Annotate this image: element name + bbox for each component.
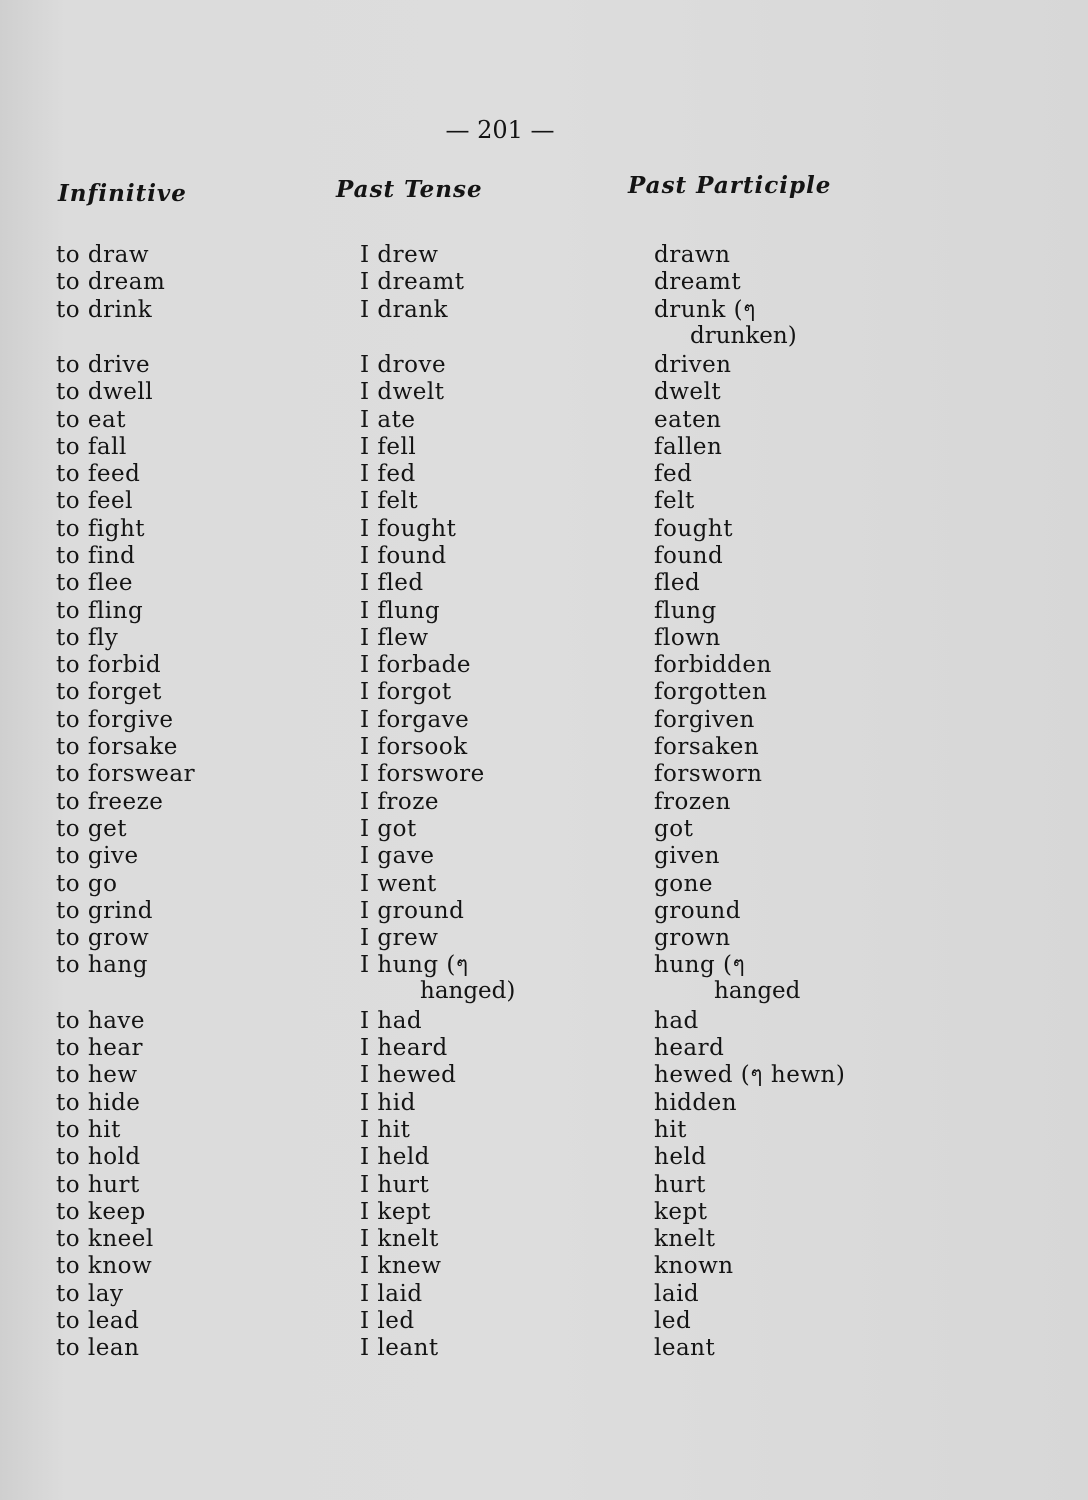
infinitive-cell: to hang: [56, 952, 148, 978]
table-row: [0, 707, 1088, 737]
table-row: [0, 816, 1088, 846]
past-tense-cell: I dreamt: [360, 269, 465, 295]
past-tense-cell: I drank: [360, 297, 449, 323]
infinitive-cell: to hear: [56, 1035, 144, 1061]
past-tense-cell: I leant: [360, 1335, 439, 1361]
past-participle-cell: fled: [654, 570, 701, 596]
past-participle-cell: kept: [654, 1199, 708, 1225]
infinitive-cell: to drive: [56, 352, 151, 378]
past-participle-cell: forbidden: [654, 652, 772, 678]
table-row: [0, 570, 1088, 600]
past-participle-cell: laid: [654, 1281, 700, 1307]
past-participle-cell: given: [654, 843, 720, 869]
table-row: [0, 488, 1088, 518]
past-tense-cell: I hung (ๆ: [360, 952, 469, 978]
past-participle-cell: hung (ๆ: [654, 952, 746, 978]
past-tense-cell: I held: [360, 1144, 430, 1170]
infinitive-cell: to know: [56, 1253, 153, 1279]
past-tense-cell: I forgot: [360, 679, 452, 705]
past-participle-cell: hurt: [654, 1172, 706, 1198]
past-participle-cell: known: [654, 1253, 734, 1279]
table-row: [0, 242, 1088, 272]
infinitive-cell: to give: [56, 843, 139, 869]
table-row: [0, 1144, 1088, 1174]
infinitive-cell: to kneel: [56, 1226, 154, 1252]
infinitive-cell: to fall: [56, 434, 127, 460]
infinitive-cell: to forgive: [56, 707, 174, 733]
infinitive-cell: to dwell: [56, 379, 154, 405]
table-row: [0, 1090, 1088, 1120]
table-row: [0, 952, 1088, 1004]
table-row: [0, 679, 1088, 709]
table-row: [0, 1335, 1088, 1365]
past-tense-cell: I knew: [360, 1253, 442, 1279]
infinitive-cell: to hold: [56, 1144, 141, 1170]
past-participle-cell: held: [654, 1144, 707, 1170]
past-tense-cell: I felt: [360, 488, 419, 514]
past-participle-cell: fed: [654, 461, 693, 487]
past-participle-cell: leant: [654, 1335, 716, 1361]
infinitive-cell: to hurt: [56, 1172, 140, 1198]
table-row: [0, 1008, 1088, 1038]
past-tense-cell: I grew: [360, 925, 439, 951]
past-tense-cell: I led: [360, 1308, 415, 1334]
past-tense-cell: I forswore: [360, 761, 485, 787]
infinitive-cell: to dream: [56, 269, 166, 295]
past-participle-cell: gone: [654, 871, 713, 897]
past-tense-cell: I hurt: [360, 1172, 430, 1198]
header-infinitive: Infinitive: [58, 180, 187, 207]
past-participle-cell: hit: [654, 1117, 687, 1143]
table-row: [0, 843, 1088, 873]
past-participle-cell: flung: [654, 598, 717, 624]
infinitive-cell: to fight: [56, 516, 146, 542]
past-participle-cell: hewed (ๆ hewn): [654, 1062, 846, 1088]
past-tense-cell: I forsook: [360, 734, 468, 760]
table-row: [0, 598, 1088, 628]
infinitive-cell: to lay: [56, 1281, 124, 1307]
table-row: [0, 297, 1088, 349]
past-participle-cell: hidden: [654, 1090, 738, 1116]
table-row: [0, 352, 1088, 382]
infinitive-cell: to fling: [56, 598, 144, 624]
past-participle-cell: drunk (ๆ: [654, 297, 756, 323]
infinitive-cell: to feed: [56, 461, 141, 487]
past-tense-cell: I ate: [360, 407, 416, 433]
infinitive-cell: to forget: [56, 679, 162, 705]
past-participle-cell: found: [654, 543, 724, 569]
infinitive-cell: to lead: [56, 1308, 140, 1334]
infinitive-cell: to hit: [56, 1117, 121, 1143]
infinitive-cell: to hide: [56, 1090, 141, 1116]
infinitive-cell: to get: [56, 816, 127, 842]
past-tense-cell: I froze: [360, 789, 439, 815]
past-tense-cell: I fought: [360, 516, 457, 542]
infinitive-cell: to eat: [56, 407, 126, 433]
past-participle-cell: flown: [654, 625, 721, 651]
past-tense-cell: I went: [360, 871, 437, 897]
table-row: [0, 1035, 1088, 1065]
past-tense-cell: I ground: [360, 898, 465, 924]
header-past-tense: Past Tense: [336, 176, 483, 203]
past-participle-cell: frozen: [654, 789, 731, 815]
past-participle-cell: dreamt: [654, 269, 742, 295]
past-tense-cell: I dwelt: [360, 379, 445, 405]
past-tense-cell: I drew: [360, 242, 439, 268]
infinitive-cell: to forswear: [56, 761, 196, 787]
past-tense-cell: I laid: [360, 1281, 423, 1307]
table-row: [0, 434, 1088, 464]
infinitive-cell: to keep: [56, 1199, 146, 1225]
table-row: [0, 1226, 1088, 1256]
past-tense-cell: I hewed: [360, 1062, 457, 1088]
table-row: [0, 898, 1088, 928]
table-row: [0, 269, 1088, 299]
infinitive-cell: to find: [56, 543, 136, 569]
page-number: — 201 —: [445, 116, 555, 144]
past-tense-cell: I gave: [360, 843, 435, 869]
infinitive-cell: to draw: [56, 242, 150, 268]
table-row: [0, 461, 1088, 491]
table-row: [0, 734, 1088, 764]
infinitive-cell: to grow: [56, 925, 150, 951]
past-tense-cell: I forbade: [360, 652, 472, 678]
table-row: [0, 1062, 1088, 1092]
past-tense-cell: I got: [360, 816, 417, 842]
table-row: [0, 1117, 1088, 1147]
infinitive-cell: to flee: [56, 570, 133, 596]
table-row: [0, 407, 1088, 437]
past-tense-cell: I heard: [360, 1035, 448, 1061]
past-participle-cell: got: [654, 816, 694, 842]
infinitive-cell: to lean: [56, 1335, 140, 1361]
past-participle-cell: drawn: [654, 242, 731, 268]
past-tense-cell: I hid: [360, 1090, 416, 1116]
past-tense-continuation: hanged): [420, 978, 516, 1004]
table-row: [0, 625, 1088, 655]
past-participle-cell: heard: [654, 1035, 725, 1061]
past-tense-cell: I fell: [360, 434, 417, 460]
past-participle-cell: fought: [654, 516, 733, 542]
past-participle-cell: driven: [654, 352, 732, 378]
past-participle-continuation: drunken): [690, 323, 797, 349]
past-tense-cell: I hit: [360, 1117, 411, 1143]
infinitive-cell: to grind: [56, 898, 154, 924]
table-row: [0, 1281, 1088, 1311]
table-row: [0, 516, 1088, 546]
past-participle-cell: forsworn: [654, 761, 763, 787]
past-participle-cell: felt: [654, 488, 695, 514]
past-tense-cell: I had: [360, 1008, 423, 1034]
infinitive-cell: to have: [56, 1008, 146, 1034]
past-participle-continuation: hanged: [714, 978, 801, 1004]
table-row: [0, 1199, 1088, 1229]
past-tense-cell: I drove: [360, 352, 447, 378]
past-participle-cell: forsaken: [654, 734, 760, 760]
past-tense-cell: I fed: [360, 461, 416, 487]
infinitive-cell: to forbid: [56, 652, 162, 678]
table-row: [0, 761, 1088, 791]
table-row: [0, 789, 1088, 819]
infinitive-cell: to go: [56, 871, 118, 897]
past-tense-cell: I found: [360, 543, 447, 569]
infinitive-cell: to freeze: [56, 789, 164, 815]
infinitive-cell: to forsake: [56, 734, 178, 760]
past-participle-cell: led: [654, 1308, 692, 1334]
past-participle-cell: dwelt: [654, 379, 722, 405]
table-row: [0, 652, 1088, 682]
table-row: [0, 1172, 1088, 1202]
infinitive-cell: to fly: [56, 625, 119, 651]
table-row: [0, 543, 1088, 573]
past-participle-cell: had: [654, 1008, 699, 1034]
table-row: [0, 1253, 1088, 1283]
infinitive-cell: to feel: [56, 488, 133, 514]
table-row: [0, 379, 1088, 409]
past-participle-cell: fallen: [654, 434, 723, 460]
past-tense-cell: I forgave: [360, 707, 470, 733]
past-tense-cell: I fled: [360, 570, 424, 596]
table-row: [0, 871, 1088, 901]
past-participle-cell: grown: [654, 925, 731, 951]
infinitive-cell: to drink: [56, 297, 153, 323]
header-past-participle: Past Participle: [628, 172, 832, 199]
past-participle-cell: eaten: [654, 407, 722, 433]
infinitive-cell: to hew: [56, 1062, 138, 1088]
past-participle-cell: knelt: [654, 1226, 716, 1252]
past-participle-cell: ground: [654, 898, 741, 924]
past-participle-cell: forgiven: [654, 707, 755, 733]
past-tense-cell: I knelt: [360, 1226, 439, 1252]
past-tense-cell: I flew: [360, 625, 429, 651]
table-row: [0, 1308, 1088, 1338]
past-tense-cell: I kept: [360, 1199, 431, 1225]
table-row: [0, 925, 1088, 955]
past-tense-cell: I flung: [360, 598, 441, 624]
past-participle-cell: forgotten: [654, 679, 768, 705]
